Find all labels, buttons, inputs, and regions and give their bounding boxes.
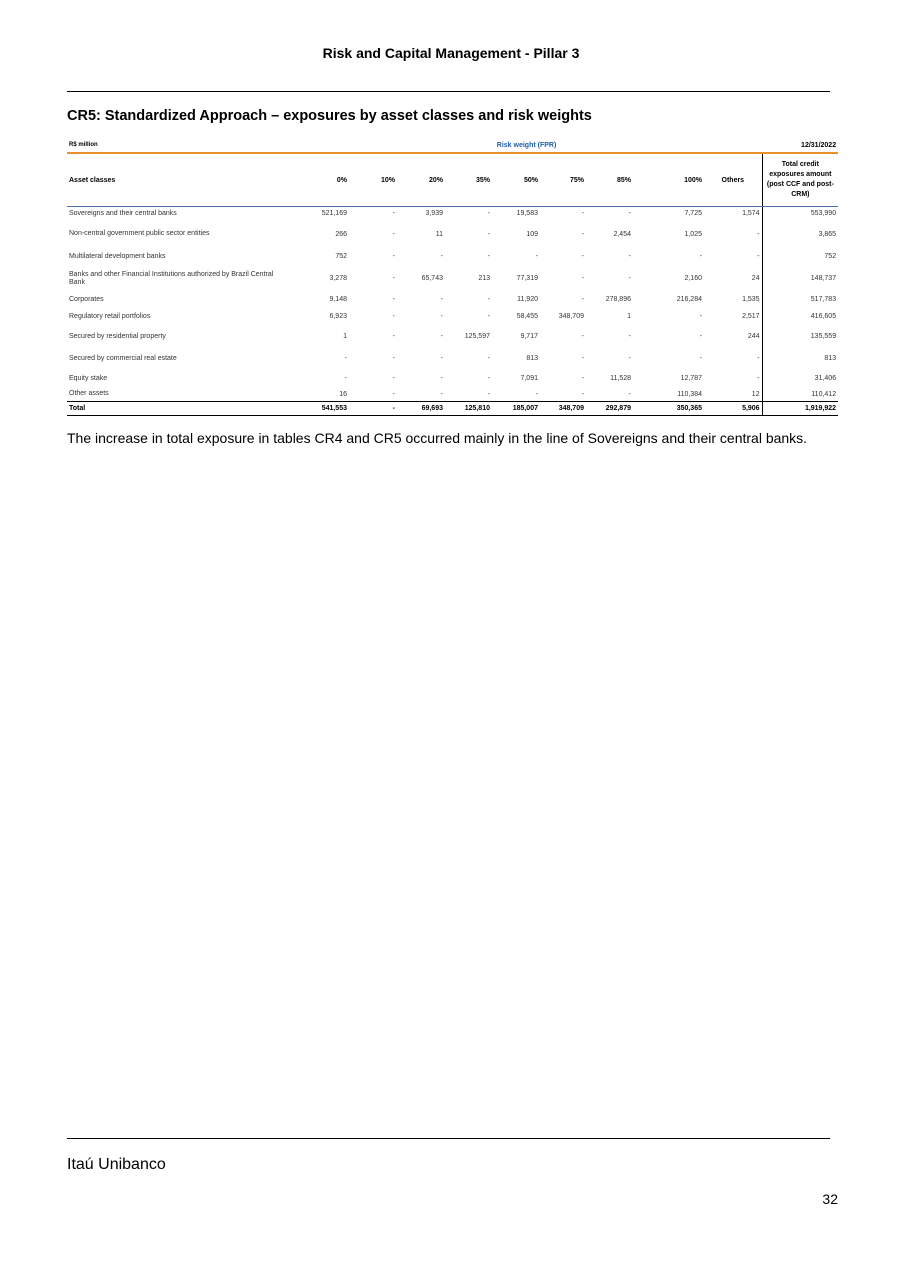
- col-header-50: 50%: [492, 153, 540, 207]
- table-cell: -: [699, 333, 702, 340]
- table-cell: 24: [751, 275, 760, 282]
- footer-company: Itaú Unibanco: [67, 1156, 166, 1173]
- table-cell: 135,559: [762, 326, 838, 348]
- table-cell: 11,920: [517, 296, 538, 303]
- row-label: Multilateral development banks: [69, 252, 166, 260]
- table-row: [67, 292, 838, 308]
- table-cell: -: [581, 333, 584, 340]
- table-cell: -: [344, 375, 347, 382]
- table-cell: 12: [751, 390, 760, 398]
- table-cell: 110,412: [762, 388, 838, 402]
- table-row: [67, 221, 838, 248]
- table-cell: 813: [762, 348, 838, 370]
- table-row: [67, 370, 838, 388]
- table-cell: -: [392, 355, 395, 362]
- row-label: Sovereigns and their central banks: [69, 209, 177, 217]
- table-cell: -: [699, 355, 702, 362]
- table-cell: -: [581, 275, 584, 282]
- row-label: Corporates: [69, 295, 104, 303]
- total-cell: 541,553: [291, 402, 349, 416]
- table-cell: 3,865: [762, 221, 838, 248]
- table-row: [67, 248, 838, 266]
- col-header-75: 75%: [540, 153, 586, 207]
- table-cell: -: [757, 375, 760, 382]
- table-cell: -: [581, 230, 584, 238]
- table-cell: -: [440, 296, 443, 303]
- table-cell: -: [581, 296, 584, 303]
- table-cell: 216,284: [676, 296, 702, 303]
- page-number: 32: [822, 1191, 838, 1207]
- table-cell: -: [535, 390, 538, 398]
- col-header-total: Total credit exposures amount (post CCF and post-CRM): [762, 153, 838, 207]
- table-cell: 11: [435, 230, 443, 238]
- total-cell: 292,879: [586, 402, 633, 416]
- table-cell: -: [628, 275, 631, 282]
- total-cell: 69,693: [397, 402, 445, 416]
- table-cell: -: [392, 253, 395, 260]
- table-cell: -: [628, 333, 631, 340]
- table-cell: -: [487, 390, 490, 398]
- col-header-100: 100%: [633, 153, 704, 207]
- total-label: Total: [67, 402, 291, 416]
- table-cell: -: [581, 210, 584, 218]
- row-label: Regulatory retail portfolios: [69, 312, 151, 320]
- date-label: 12/31/2022: [762, 138, 838, 153]
- row-label: Non-central government public sector entities: [69, 230, 210, 237]
- table-cell: 213: [478, 275, 490, 282]
- table-cell: 12,787: [680, 375, 702, 382]
- table-cell: 58,455: [516, 313, 538, 320]
- table-top-row: [67, 138, 838, 153]
- total-cell: 125,810: [445, 402, 492, 416]
- table-cell: 348,709: [558, 313, 584, 320]
- row-label: Banks and other Financial Institutions authorized by Brazil Central Bank: [69, 270, 274, 286]
- table-cell: -: [487, 230, 490, 238]
- table-cell: 3,939: [425, 210, 443, 218]
- table-cell: 1,535: [742, 296, 760, 303]
- table-cell: 6,923: [329, 313, 347, 320]
- table-cell: 109: [526, 230, 538, 238]
- table-cell: 16: [339, 390, 347, 398]
- table-cell: -: [487, 355, 490, 362]
- table-cell: 1: [343, 333, 347, 340]
- table-cell: -: [440, 253, 443, 260]
- table-cell: -: [487, 313, 490, 320]
- table-cell: 244: [747, 333, 760, 340]
- table-cell: -: [440, 313, 443, 320]
- total-cell: 350,365: [633, 402, 704, 416]
- table-cell: 3,278: [329, 275, 347, 282]
- table-cell: -: [344, 355, 347, 362]
- table-cell: -: [581, 253, 584, 260]
- col-header-20: 20%: [397, 153, 445, 207]
- total-cell: -: [349, 402, 397, 416]
- table-cell: 813: [526, 355, 538, 362]
- page-header-title: Risk and Capital Management - Pillar 3: [322, 45, 580, 61]
- risk-weight-label: Risk weight (FPR): [291, 138, 762, 153]
- table-cell: 7,091: [520, 375, 538, 382]
- table-cell: -: [535, 253, 538, 260]
- table-cell: 266: [335, 230, 347, 238]
- total-cell: 1,919,922: [762, 402, 838, 416]
- table-cell: -: [392, 210, 395, 218]
- table-cell: 752: [335, 253, 347, 260]
- col-header-10: 10%: [349, 153, 397, 207]
- table-cell: 125,597: [464, 333, 490, 340]
- table-cell: -: [392, 275, 395, 282]
- table-cell: -: [392, 390, 395, 398]
- note-paragraph: The increase in total exposure in tables CR4 and CR5 occurred mainly in the line of Sovereigns and their central banks.: [67, 430, 808, 446]
- table-cell: -: [757, 253, 760, 260]
- table-cell: 553,990: [762, 207, 838, 221]
- table-cell: 9,148: [329, 296, 347, 303]
- table-cell: -: [392, 313, 395, 320]
- table-cell: 2,160: [684, 275, 702, 282]
- table-cell: -: [757, 230, 760, 238]
- total-row: [67, 402, 838, 416]
- table-cell: -: [699, 253, 702, 260]
- table-cell: -: [392, 296, 395, 303]
- table-cell: 416,605: [762, 308, 838, 326]
- header-divider: [67, 91, 830, 92]
- table-cell: -: [581, 390, 584, 398]
- table-row: [67, 266, 838, 292]
- table-cell: -: [699, 313, 702, 320]
- row-label: Equity stake: [69, 374, 108, 382]
- table-cell: -: [392, 333, 395, 340]
- table-cell: 19,583: [516, 210, 538, 218]
- col-header-35: 35%: [445, 153, 492, 207]
- table-cell: -: [628, 390, 631, 398]
- table-cell: -: [487, 253, 490, 260]
- table-cell: 7,725: [684, 210, 702, 218]
- table-cell: 2,517: [742, 313, 760, 320]
- table-cell: -: [487, 375, 490, 382]
- row-label: Other assets: [69, 390, 109, 398]
- table-cell: 1: [627, 313, 631, 320]
- table-row: [67, 348, 838, 370]
- table-cell: 148,737: [762, 266, 838, 292]
- row-label: Secured by residential property: [69, 332, 166, 340]
- table-cell: 65,743: [421, 275, 443, 282]
- table-cell: -: [628, 210, 631, 218]
- table-cell: 9,717: [520, 333, 538, 340]
- total-cell: 5,906: [704, 402, 762, 416]
- table-cell: -: [581, 355, 584, 362]
- table-cell: -: [440, 333, 443, 340]
- table-cell: 517,783: [762, 292, 838, 308]
- total-cell: 348,709: [540, 402, 586, 416]
- cr5-table: [67, 138, 838, 416]
- unit-label: R$ million: [67, 138, 291, 153]
- table-row: [67, 207, 838, 221]
- table-cell: 110,384: [677, 390, 702, 398]
- table-cell: -: [440, 355, 443, 362]
- table-cell: -: [581, 375, 584, 382]
- table-row: [67, 326, 838, 348]
- table-cell: 11,528: [610, 375, 631, 382]
- table-cell: 521,169: [321, 210, 347, 218]
- table-cell: -: [628, 253, 631, 260]
- col-header-0: 0%: [291, 153, 349, 207]
- table-cell: -: [392, 230, 395, 238]
- col-header-asset-classes: Asset classes: [67, 153, 291, 207]
- section-title: CR5: Standardized Approach – exposures by asset classes and risk weights: [67, 108, 592, 124]
- table-cell: -: [392, 375, 395, 382]
- table-cell: -: [440, 390, 443, 398]
- col-header-others: Others: [704, 153, 762, 207]
- table-cell: 278,896: [605, 296, 631, 303]
- table-cell: 2,454: [613, 230, 631, 238]
- table-cell: 31,406: [762, 370, 838, 388]
- table-row: [67, 388, 838, 402]
- table-row: [67, 308, 838, 326]
- footer-divider: [67, 1138, 830, 1139]
- table-cell: -: [757, 355, 760, 362]
- col-header-85: 85%: [586, 153, 633, 207]
- table-cell: 752: [762, 248, 838, 266]
- table-cell: 77,319: [516, 275, 538, 282]
- table-cell: -: [628, 355, 631, 362]
- row-label: Secured by commercial real estate: [69, 354, 177, 362]
- table-cell: 1,574: [742, 210, 760, 218]
- table-cell: -: [487, 210, 490, 218]
- table-cell: 1,025: [684, 230, 702, 238]
- column-header-row: [67, 153, 838, 207]
- table-cell: -: [487, 296, 490, 303]
- table-cell: -: [440, 375, 443, 382]
- total-cell: 185,007: [492, 402, 540, 416]
